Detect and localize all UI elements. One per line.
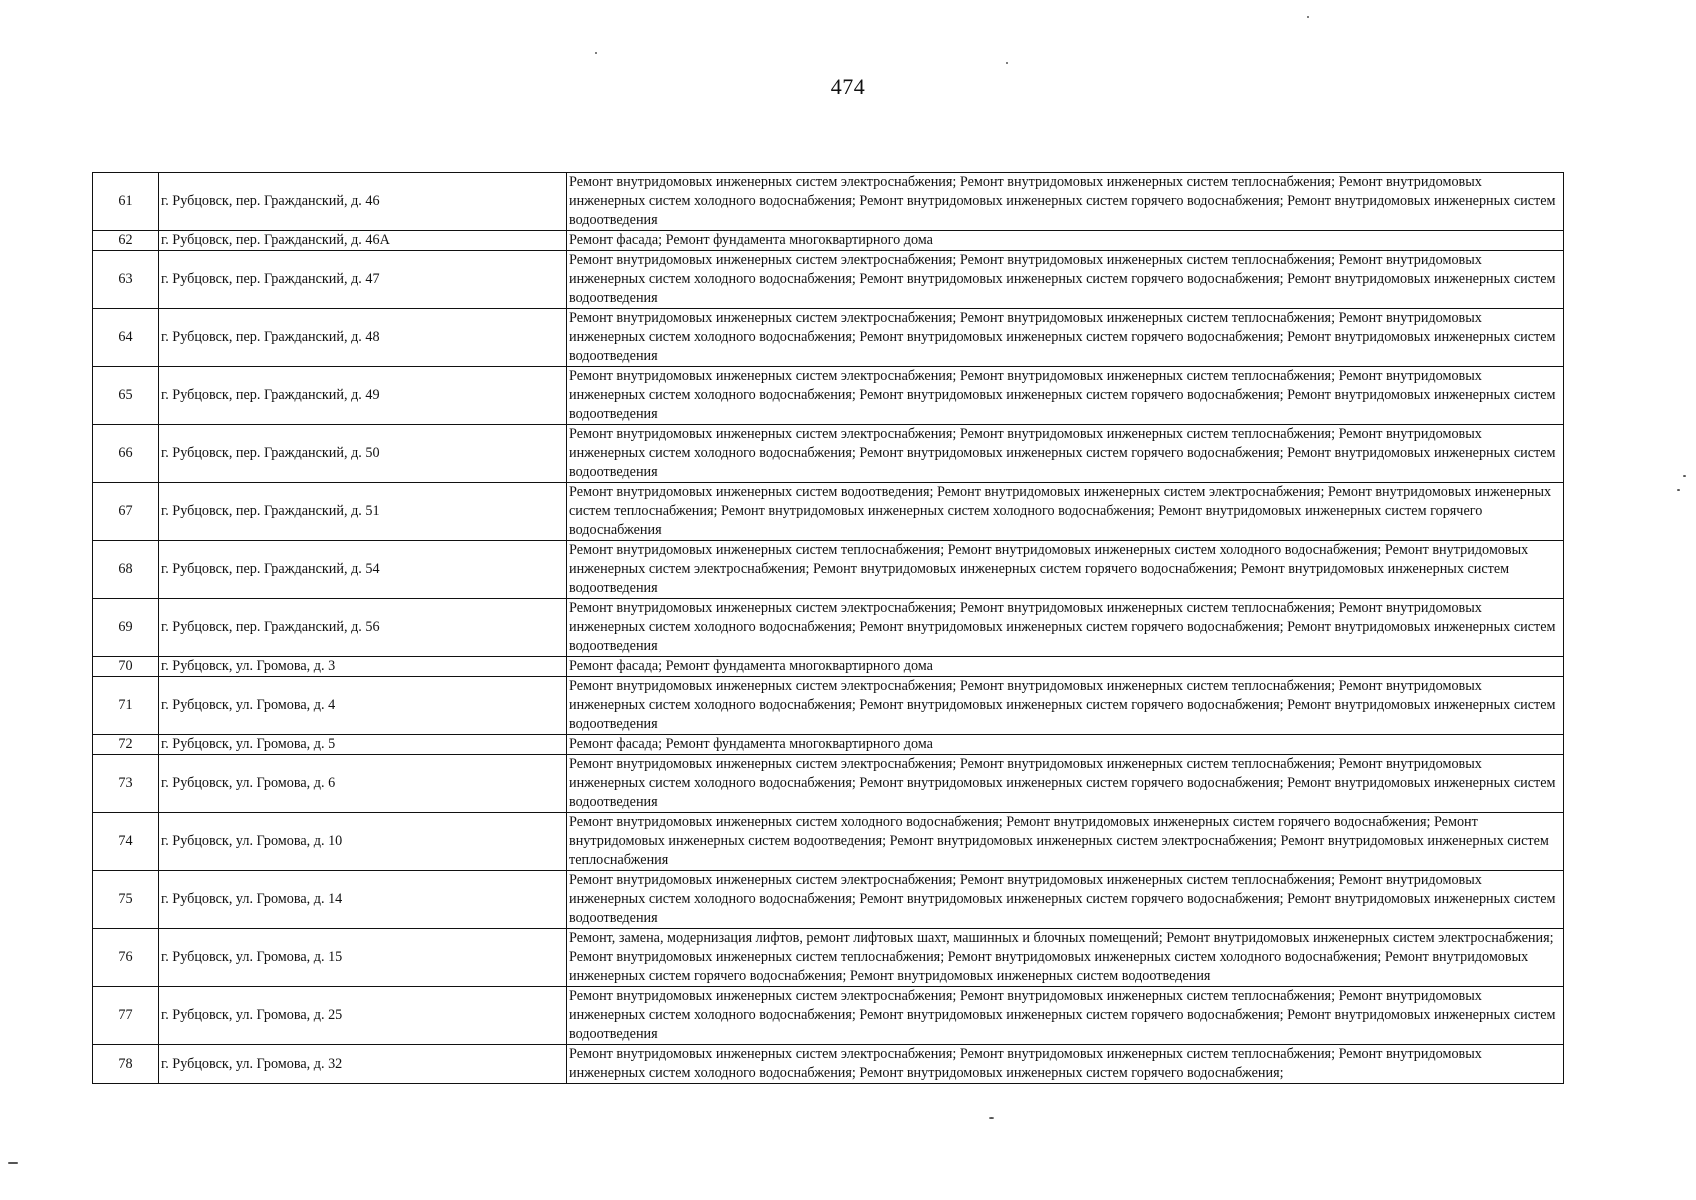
address-cell: г. Рубцовск, пер. Гражданский, д. 51 bbox=[159, 483, 567, 541]
table-row bbox=[93, 483, 1564, 541]
table-row bbox=[93, 541, 1564, 599]
table-row bbox=[93, 813, 1564, 871]
address-cell: г. Рубцовск, пер. Гражданский, д. 47 bbox=[159, 251, 567, 309]
scan-speck bbox=[1677, 489, 1680, 491]
table-row bbox=[93, 367, 1564, 425]
address-cell: г. Рубцовск, ул. Громова, д. 14 bbox=[159, 871, 567, 929]
table-row bbox=[93, 251, 1564, 309]
works-cell: Ремонт внутридомовых инженерных систем теплоснабжения; Ремонт внутридомовых инженерных систем холодного водоснабжения; Ремонт внутридомовых инженерных систем электроснабжения; Ремонт внутридомовых инженерных систем горячего водоснабжения; Ремонт внутридомовых инженерных систем водоотведения bbox=[567, 541, 1564, 599]
page-number: 474 bbox=[830, 74, 866, 99]
row-number-cell: 69 bbox=[93, 599, 159, 657]
works-cell: Ремонт внутридомовых инженерных систем электроснабжения; Ремонт внутридомовых инженерных систем теплоснабжения; Ремонт внутридомовых инженерных систем холодного водоснабжения; Ремонт внутридомовых инженерных систем горячего водоснабжения; Ремонт внутридомовых инженерных систем водоотведения bbox=[567, 367, 1564, 425]
works-cell: Ремонт фасада; Ремонт фундамента многоквартирного дома bbox=[567, 231, 1564, 251]
row-number-cell: 77 bbox=[93, 987, 159, 1045]
row-number-cell: 78 bbox=[93, 1045, 159, 1084]
address-cell: г. Рубцовск, ул. Громова, д. 15 bbox=[159, 929, 567, 987]
address-cell: г. Рубцовск, ул. Громова, д. 6 bbox=[159, 755, 567, 813]
table-row bbox=[93, 1045, 1564, 1084]
works-cell: Ремонт внутридомовых инженерных систем электроснабжения; Ремонт внутридомовых инженерных систем теплоснабжения; Ремонт внутридомовых инженерных систем холодного водоснабжения; Ремонт внутридомовых инженерных систем горячего водоснабжения; Ремонт внутридомовых инженерных систем водоотведения bbox=[567, 677, 1564, 735]
works-cell: Ремонт внутридомовых инженерных систем электроснабжения; Ремонт внутридомовых инженерных систем теплоснабжения; Ремонт внутридомовых инженерных систем холодного водоснабжения; Ремонт внутридомовых инженерных систем горячего водоснабжения; Ремонт внутридомовых инженерных систем водоотведения bbox=[567, 871, 1564, 929]
works-cell: Ремонт фасада; Ремонт фундамента многоквартирного дома bbox=[567, 657, 1564, 677]
table-row bbox=[93, 929, 1564, 987]
scan-speck bbox=[1683, 475, 1686, 477]
row-number-cell: 72 bbox=[93, 735, 159, 755]
address-cell: г. Рубцовск, ул. Громова, д. 4 bbox=[159, 677, 567, 735]
address-cell: г. Рубцовск, пер. Гражданский, д. 46А bbox=[159, 231, 567, 251]
address-cell: г. Рубцовск, ул. Громова, д. 5 bbox=[159, 735, 567, 755]
row-number-cell: 75 bbox=[93, 871, 159, 929]
row-number-cell: 71 bbox=[93, 677, 159, 735]
row-number-cell: 67 bbox=[93, 483, 159, 541]
works-cell: Ремонт внутридомовых инженерных систем электроснабжения; Ремонт внутридомовых инженерных систем теплоснабжения; Ремонт внутридомовых инженерных систем холодного водоснабжения; Ремонт внутридомовых инженерных систем горячего водоснабжения; Ремонт внутридомовых инженерных систем водоотведения bbox=[567, 599, 1564, 657]
row-number-cell: 64 bbox=[93, 309, 159, 367]
works-cell: Ремонт внутридомовых инженерных систем электроснабжения; Ремонт внутридомовых инженерных систем теплоснабжения; Ремонт внутридомовых инженерных систем холодного водоснабжения; Ремонт внутридомовых инженерных систем горячего водоснабжения; Ремонт внутридомовых инженерных систем водоотведения bbox=[567, 309, 1564, 367]
address-cell: г. Рубцовск, ул. Громова, д. 3 bbox=[159, 657, 567, 677]
scan-speck bbox=[8, 1162, 18, 1164]
table-row bbox=[93, 987, 1564, 1045]
works-cell: Ремонт внутридомовых инженерных систем электроснабжения; Ремонт внутридомовых инженерных систем теплоснабжения; Ремонт внутридомовых инженерных систем холодного водоснабжения; Ремонт внутридомовых инженерных систем горячего водоснабжения; Ремонт внутридомовых инженерных систем водоотведения bbox=[567, 425, 1564, 483]
repair-works-table bbox=[92, 172, 1564, 1084]
table-row bbox=[93, 871, 1564, 929]
address-cell: г. Рубцовск, пер. Гражданский, д. 50 bbox=[159, 425, 567, 483]
works-cell: Ремонт внутридомовых инженерных систем электроснабжения; Ремонт внутридомовых инженерных систем теплоснабжения; Ремонт внутридомовых инженерных систем холодного водоснабжения; Ремонт внутридомовых инженерных систем горячего водоснабжения; Ремонт внутридомовых инженерных систем водоотведения bbox=[567, 755, 1564, 813]
table-row bbox=[93, 425, 1564, 483]
works-cell: Ремонт внутридомовых инженерных систем водоотведения; Ремонт внутридомовых инженерных систем электроснабжения; Ремонт внутридомовых инженерных систем теплоснабжения; Ремонт внутридомовых инженерных систем холодного водоснабжения; Ремонт внутридомовых инженерных систем горячего водоснабжения bbox=[567, 483, 1564, 541]
row-number-cell: 76 bbox=[93, 929, 159, 987]
works-cell: Ремонт внутридомовых инженерных систем электроснабжения; Ремонт внутридомовых инженерных систем теплоснабжения; Ремонт внутридомовых инженерных систем холодного водоснабжения; Ремонт внутридомовых инженерных систем горячего водоснабжения; bbox=[567, 1045, 1564, 1084]
row-number-cell: 63 bbox=[93, 251, 159, 309]
row-number-cell: 70 bbox=[93, 657, 159, 677]
scan-speck bbox=[989, 1117, 994, 1119]
address-cell: г. Рубцовск, ул. Громова, д. 32 bbox=[159, 1045, 567, 1084]
scan-speck bbox=[1006, 62, 1008, 64]
table-body bbox=[93, 173, 1564, 1084]
row-number-cell: 66 bbox=[93, 425, 159, 483]
address-cell: г. Рубцовск, пер. Гражданский, д. 48 bbox=[159, 309, 567, 367]
scan-speck bbox=[1307, 16, 1309, 18]
works-cell: Ремонт фасада; Ремонт фундамента многоквартирного дома bbox=[567, 735, 1564, 755]
row-number-cell: 61 bbox=[93, 173, 159, 231]
row-number-cell: 74 bbox=[93, 813, 159, 871]
address-cell: г. Рубцовск, пер. Гражданский, д. 49 bbox=[159, 367, 567, 425]
row-number-cell: 68 bbox=[93, 541, 159, 599]
table-row bbox=[93, 677, 1564, 735]
row-number-cell: 65 bbox=[93, 367, 159, 425]
table-row bbox=[93, 755, 1564, 813]
table-row bbox=[93, 735, 1564, 755]
works-cell: Ремонт, замена, модернизация лифтов, ремонт лифтовых шахт, машинных и блочных помещений; Ремонт внутридомовых инженерных систем электроснабжения; Ремонт внутридомовых инженерных систем теплоснабжения; Ремонт внутридомовых инженерных систем холодного водоснабжения; Ремонт внутридомовых инженерных систем горячего водоснабжения; Ремонт внутридомовых инженерных систем водоотведения bbox=[567, 929, 1564, 987]
works-cell: Ремонт внутридомовых инженерных систем электроснабжения; Ремонт внутридомовых инженерных систем теплоснабжения; Ремонт внутридомовых инженерных систем холодного водоснабжения; Ремонт внутридомовых инженерных систем горячего водоснабжения; Ремонт внутридомовых инженерных систем водоотведения bbox=[567, 987, 1564, 1045]
address-cell: г. Рубцовск, пер. Гражданский, д. 46 bbox=[159, 173, 567, 231]
works-cell: Ремонт внутридомовых инженерных систем холодного водоснабжения; Ремонт внутридомовых инженерных систем горячего водоснабжения; Ремонт внутридомовых инженерных систем водоотведения; Ремонт внутридомовых инженерных систем электроснабжения; Ремонт внутридомовых инженерных систем теплоснабжения bbox=[567, 813, 1564, 871]
row-number-cell: 62 bbox=[93, 231, 159, 251]
address-cell: г. Рубцовск, пер. Гражданский, д. 54 bbox=[159, 541, 567, 599]
address-cell: г. Рубцовск, ул. Громова, д. 10 bbox=[159, 813, 567, 871]
address-cell: г. Рубцовск, пер. Гражданский, д. 56 bbox=[159, 599, 567, 657]
scan-speck bbox=[595, 52, 597, 54]
works-cell: Ремонт внутридомовых инженерных систем электроснабжения; Ремонт внутридомовых инженерных систем теплоснабжения; Ремонт внутридомовых инженерных систем холодного водоснабжения; Ремонт внутридомовых инженерных систем горячего водоснабжения; Ремонт внутридомовых инженерных систем водоотведения bbox=[567, 173, 1564, 231]
table-row bbox=[93, 173, 1564, 231]
row-number-cell: 73 bbox=[93, 755, 159, 813]
table-row bbox=[93, 231, 1564, 251]
table-row bbox=[93, 657, 1564, 677]
works-cell: Ремонт внутридомовых инженерных систем электроснабжения; Ремонт внутридомовых инженерных систем теплоснабжения; Ремонт внутридомовых инженерных систем холодного водоснабжения; Ремонт внутридомовых инженерных систем горячего водоснабжения; Ремонт внутридомовых инженерных систем водоотведения bbox=[567, 251, 1564, 309]
table-row bbox=[93, 309, 1564, 367]
table-row bbox=[93, 599, 1564, 657]
address-cell: г. Рубцовск, ул. Громова, д. 25 bbox=[159, 987, 567, 1045]
